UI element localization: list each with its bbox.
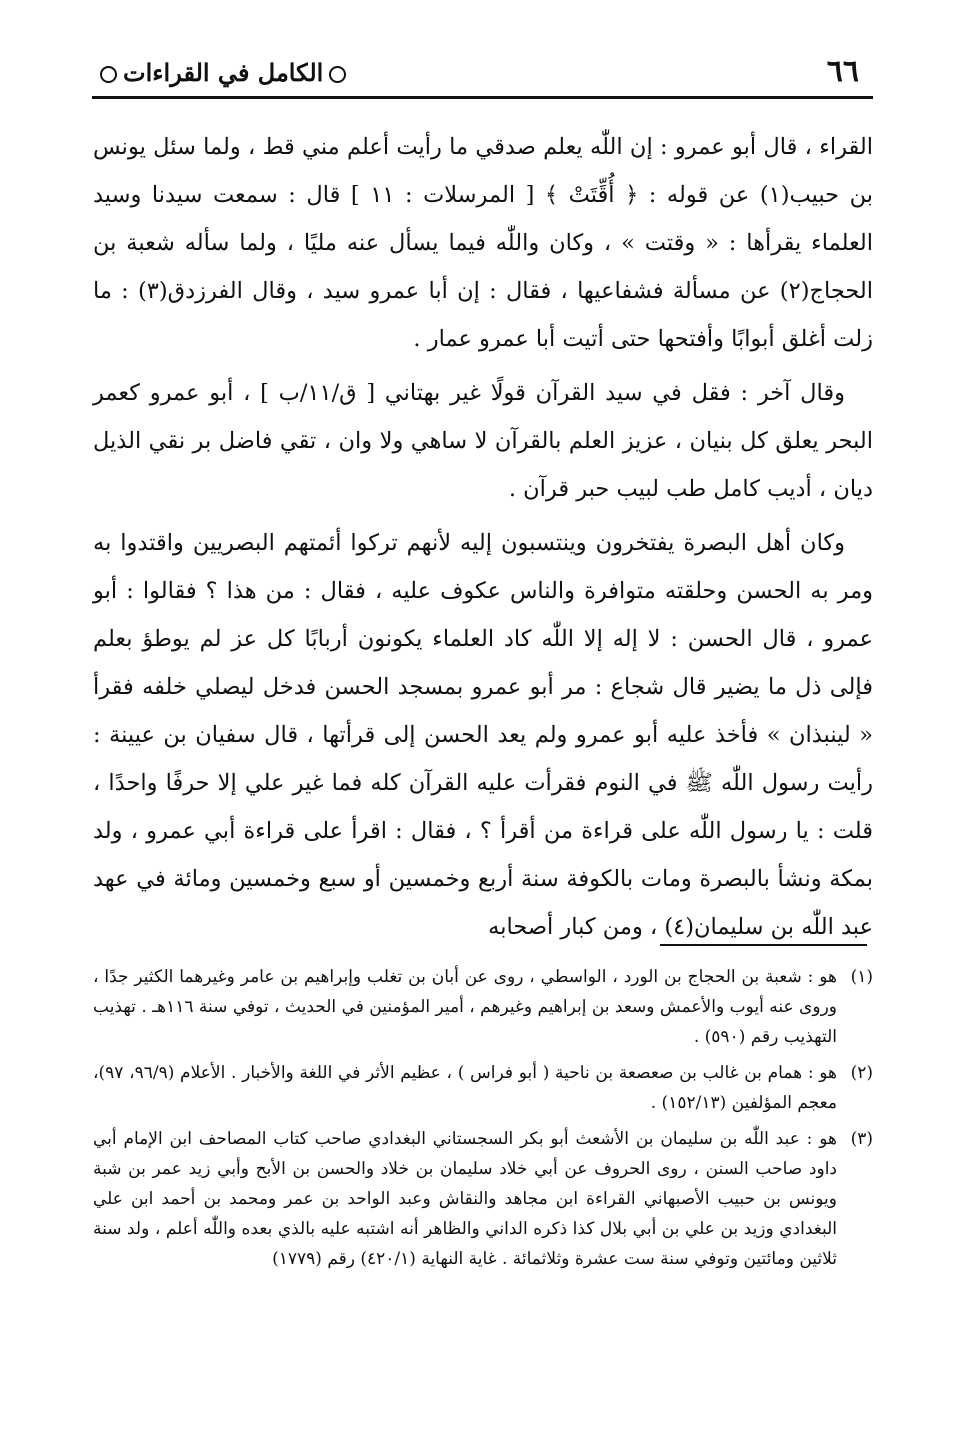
- page-number: ٦٦: [826, 54, 859, 89]
- footnote-text: هو : همام بن غالب بن صعصعة بن ناحية ( أبو فراس ) ، عظيم الأثر في اللغة والأخبار . الأعلام (٩٦/٩، ٩٧)، معجم المؤلفين (١٥٢/١٣) .: [93, 1063, 837, 1113]
- running-title-text: الكامل في القراءات: [123, 58, 324, 87]
- footnotes: [93, 962, 873, 1280]
- footnote: [93, 962, 873, 1052]
- page-header: [92, 52, 873, 99]
- footnote-text: هو : شعبة بن الحجاج بن الورد ، الواسطي ، روى عن أبان بن تغلب وإبراهيم بن عامر وغيرهما الكثير جدًا ، وروى عنه أيوب والأعمش وسعد بن إبراهيم وغيرهم ، أمير المؤمنين في الحديث ، توفي سنة ١١٦هـ . تهذيب التهذيب رقم (٥٩٠) .: [93, 967, 837, 1047]
- ring-ornament-icon: [329, 66, 346, 83]
- running-title: [94, 58, 352, 87]
- footnote-text: هو : عبد اللّٰه بن سليمان بن الأشعث أبو بكر السجستاني البغدادي صاحب كتاب المصاحف ابن الإمام أبي داود صاحب السنن ، روى الحروف عن أبي خلاد سليمان بن خلاد والحسن بن الأبح وأبي زيد عمر بن شبة ويونس بن حبيب الأصبهاني القراءة ابن مجاهد والنقاش وعبد الواحد بن عمر ومحمد بن أحمد ابن علي البغدادي وزيد بن علي بن أبي بلال كذا ذكره الداني والظاهر أنه اشتبه عليه بالذي بعده واللّٰه أعلم ، ولد سنة ثلاثين ومائتين وتوفي سنة ست عشرة وثلاثمائة . غاية النهاية (٤٢٠/١) رقم (١٧٧٩): [93, 1129, 837, 1269]
- footnote-separator: [660, 944, 867, 946]
- footnote-number: (١): [850, 967, 873, 987]
- paragraph: وقال آخر : فقل في سيد القرآن قولًا غير بهتاني [ ق/١١/ب ] ، أبو عمرو كعمر البحر يعلق كل بنيان ، عزيز العلم بالقرآن لا ساهي ولا وان ، تقي فاضل بر نقي الذيل ديان ، أديب كامل طب لبيب حبر قرآن .: [93, 380, 873, 502]
- paragraph: القراء ، قال أبو عمرو : إن اللّٰه يعلم صدقي ما رأيت أعلم مني قط ، ولما سئل يونس بن حبيب(١) عن قوله : ﴿ أُقِّتَتْ ﴾ [ المرسلات : ١١ ] قال : سمعت سيدنا وسيد العلماء يقرأها : « وقتت » ، وكان واللّٰه فيما يسأل عنه مليًا ، ولما سأله شعبة بن الحجاج(٢) عن مسألة فشفاعيها ، فقال : إن أبا عمرو سيد ، وقال الفرزدق(٣) : ما زلت أغلق أبوابًا وأفتحها حتى أتيت أبا عمرو عمار .: [93, 134, 873, 352]
- paragraph: وكان أهل البصرة يفتخرون وينتسبون إليه لأنهم تركوا أئمتهم البصريين واقتدوا به ومر به الحسن وحلقته متوافرة والناس عكوف عليه ، فقال : من هذا ؟ فقالوا : أبو عمرو ، قال الحسن : لا إله إلا اللّٰه كاد العلماء يكونون أربابًا كل عز لم يوطؤ بعلم فإلى ذل ما يضير قال شجاع : مر أبو عمرو بمسجد الحسن فدخل ليصلي خلفه فقرأ « لينبذان » فأخذ عليه أبو عمرو ولم يعد الحسن إلى قرأتها ، قال سفيان بن عيينة : رأيت رسول اللّٰه ﷺ في النوم فقرأت عليه القرآن كله فما غير علي إلا حرفًا واحدًا ، قلت : يا رسول اللّٰه على قراءة من أقرأ ؟ ، فقال : اقرأ على قراءة أبي عمرو ، ولد بمكة ونشأ بالبصرة ومات بالكوفة سنة أربع وخمسين أو سبع وخمسين ومائة في عهد عبد اللّٰه بن سليمان(٤) ، ومن كبار أصحابه: [93, 530, 873, 940]
- main-text: [93, 123, 873, 957]
- ring-ornament-icon: [100, 66, 117, 83]
- footnote: [93, 1058, 873, 1118]
- footnote-number: (٢): [850, 1063, 873, 1083]
- footnote-number: (٣): [850, 1129, 873, 1149]
- footnote: [93, 1124, 873, 1274]
